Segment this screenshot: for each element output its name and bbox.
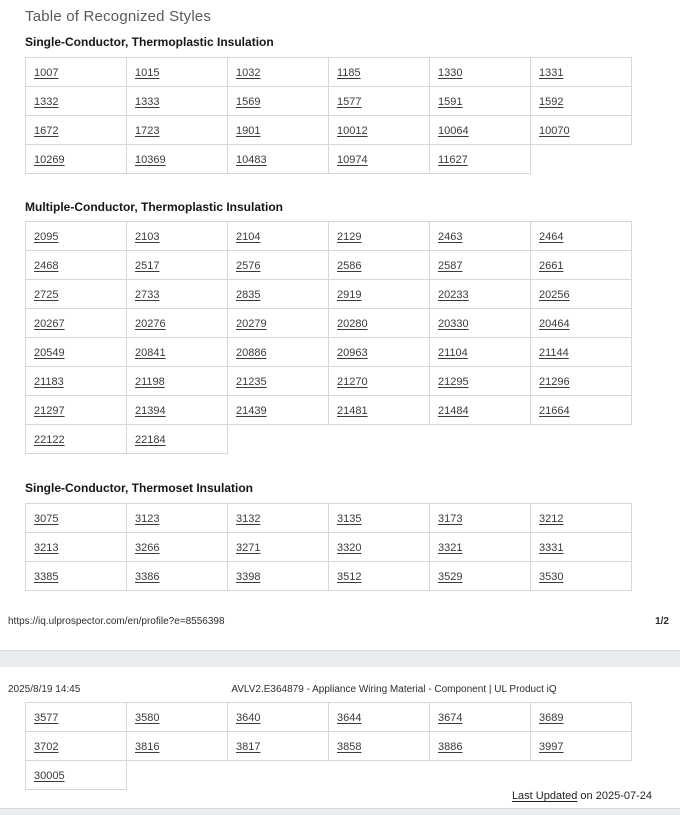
style-number-link[interactable]: 3398 [236, 571, 261, 583]
table-row [26, 703, 632, 732]
style-number-link[interactable]: 3640 [236, 712, 261, 724]
style-cell [26, 338, 127, 367]
style-number-link[interactable]: 2576 [236, 260, 261, 272]
style-number-link[interactable]: 2835 [236, 289, 261, 301]
style-number-link[interactable]: 3212 [539, 513, 564, 525]
style-number-link[interactable]: 2661 [539, 260, 564, 272]
style-number-link[interactable]: 10369 [135, 154, 166, 166]
style-cell [430, 703, 531, 732]
style-number-link[interactable]: 1333 [135, 96, 160, 108]
style-number-link[interactable]: 21295 [438, 376, 469, 388]
style-cell [228, 222, 329, 251]
style-number-link[interactable]: 22122 [34, 434, 65, 446]
style-cell [531, 703, 632, 732]
style-cell [430, 338, 531, 367]
style-number-link[interactable]: 3331 [539, 542, 564, 554]
style-cell [329, 732, 430, 761]
style-number-link[interactable]: 20841 [135, 347, 166, 359]
style-cell [127, 87, 228, 116]
style-number-link[interactable]: 3674 [438, 712, 463, 724]
style-number-link[interactable]: 2129 [337, 231, 362, 243]
style-cell [26, 58, 127, 87]
page-title: Table of Recognized Styles [25, 8, 212, 25]
style-cell [531, 116, 632, 145]
bottom-page-break-divider [0, 808, 680, 815]
style-cell [127, 338, 228, 367]
style-number-link[interactable]: 1577 [337, 96, 362, 108]
style-cell [26, 87, 127, 116]
style-cell [430, 251, 531, 280]
table-row [26, 338, 632, 367]
style-cell [329, 533, 430, 562]
style-cell [430, 562, 531, 591]
style-number-link[interactable]: 3580 [135, 712, 160, 724]
style-number-link[interactable]: 3817 [236, 741, 261, 753]
style-number-link[interactable]: 3385 [34, 571, 59, 583]
last-updated-date: on 2025-07-24 [577, 790, 652, 802]
style-cell [430, 396, 531, 425]
style-number-link[interactable]: 21296 [539, 376, 570, 388]
style-number-link[interactable]: 10064 [438, 125, 469, 137]
style-number-link[interactable]: 3321 [438, 542, 463, 554]
style-number-link[interactable]: 1591 [438, 96, 463, 108]
style-cell [228, 504, 329, 533]
section-heading-single-conductor-thermoplastic: Single-Conductor, Thermoplastic Insulation [25, 35, 274, 49]
print-footer-url: https://iq.ulprospector.com/en/profile?e=8556398 [8, 616, 225, 627]
last-updated-link[interactable]: Last Updated [511, 790, 578, 802]
style-cell [228, 703, 329, 732]
style-number-link[interactable]: 2586 [337, 260, 362, 272]
style-cell [127, 116, 228, 145]
style-cell [531, 87, 632, 116]
style-cell [430, 533, 531, 562]
section-heading-multiple-conductor-thermoplastic: Multiple-Conductor, Thermoplastic Insulation [25, 200, 284, 214]
style-cell [228, 87, 329, 116]
style-cell [127, 732, 228, 761]
table-row [26, 504, 632, 533]
style-number-link[interactable]: 3689 [539, 712, 564, 724]
style-cell [430, 280, 531, 309]
style-number-link[interactable]: 3173 [438, 513, 463, 525]
style-number-link[interactable]: 3266 [135, 542, 160, 554]
style-cell [127, 280, 228, 309]
style-cell [430, 504, 531, 533]
style-cell [127, 425, 228, 454]
style-number-link[interactable]: 21439 [236, 405, 267, 417]
style-cell [26, 145, 127, 174]
style-cell [228, 251, 329, 280]
style-cell [430, 367, 531, 396]
style-number-link[interactable]: 21270 [337, 376, 368, 388]
style-number-link[interactable]: 2095 [34, 231, 59, 243]
style-cell [531, 396, 632, 425]
style-cell [329, 116, 430, 145]
style-cell [329, 396, 430, 425]
style-number-link[interactable]: 21235 [236, 376, 267, 388]
style-cell [531, 338, 632, 367]
style-number-link[interactable]: 1015 [135, 67, 160, 79]
style-cell [26, 761, 127, 790]
styles-table-single-conductor-thermoset [25, 503, 632, 591]
style-cell [329, 703, 430, 732]
style-cell [127, 222, 228, 251]
style-cell [228, 58, 329, 87]
style-cell [127, 251, 228, 280]
table-row [26, 562, 632, 591]
style-cell [430, 309, 531, 338]
style-cell [430, 732, 531, 761]
style-number-link[interactable]: 3886 [438, 741, 463, 753]
style-cell [329, 338, 430, 367]
style-cell [228, 367, 329, 396]
style-cell [531, 309, 632, 338]
style-cell [329, 367, 430, 396]
style-cell [127, 58, 228, 87]
style-number-link[interactable]: 10269 [34, 154, 65, 166]
style-cell [26, 703, 127, 732]
style-cell [26, 251, 127, 280]
style-number-link[interactable]: 3135 [337, 513, 362, 525]
style-number-link[interactable]: 1331 [539, 67, 564, 79]
style-cell [531, 251, 632, 280]
style-number-link[interactable]: 30005 [34, 770, 65, 782]
style-number-link[interactable]: 3644 [337, 712, 362, 724]
style-cell [228, 280, 329, 309]
style-number-link[interactable]: 1723 [135, 125, 160, 137]
style-number-link[interactable]: 2463 [438, 231, 463, 243]
style-cell [26, 396, 127, 425]
style-cell [26, 222, 127, 251]
style-cell [329, 251, 430, 280]
style-cell [531, 280, 632, 309]
style-cell [26, 732, 127, 761]
style-cell [26, 367, 127, 396]
style-number-link[interactable]: 21297 [34, 405, 65, 417]
style-cell [430, 87, 531, 116]
style-number-link[interactable]: 20886 [236, 347, 267, 359]
style-number-link[interactable]: 21183 [34, 376, 64, 388]
style-cell [26, 562, 127, 591]
style-cell [329, 504, 430, 533]
style-number-link[interactable]: 21394 [135, 405, 166, 417]
style-number-link[interactable]: 20280 [337, 318, 368, 330]
style-number-link[interactable]: 2725 [34, 289, 59, 301]
styles-table-multiple-conductor-thermoplastic [25, 221, 632, 454]
style-number-link[interactable]: 2104 [236, 231, 261, 243]
style-number-link[interactable]: 21144 [539, 347, 569, 359]
style-number-link[interactable]: 2468 [34, 260, 59, 272]
style-cell [430, 222, 531, 251]
style-cell [26, 504, 127, 533]
style-number-link[interactable]: 21198 [135, 376, 165, 388]
style-number-link[interactable]: 1185 [337, 67, 361, 79]
style-cell [430, 145, 531, 174]
style-number-link[interactable]: 20464 [539, 318, 570, 330]
style-number-link[interactable]: 2919 [337, 289, 362, 301]
style-cell [26, 309, 127, 338]
style-number-link[interactable]: 3702 [34, 741, 59, 753]
style-number-link[interactable]: 10070 [539, 125, 570, 137]
style-cell [228, 116, 329, 145]
print-header-title: AVLV2.E364879 - Appliance Wiring Material - Component | UL Product iQ [231, 684, 557, 695]
style-cell [26, 533, 127, 562]
style-number-link[interactable]: 2587 [438, 260, 463, 272]
table-row [26, 732, 632, 761]
styles-table-single-conductor-thermoplastic [25, 57, 632, 174]
style-number-link[interactable]: 2517 [135, 260, 160, 272]
table-row [26, 116, 632, 145]
table-row [26, 280, 632, 309]
style-number-link[interactable]: 10974 [337, 154, 368, 166]
style-number-link[interactable]: 3271 [236, 542, 261, 554]
style-number-link[interactable]: 1592 [539, 96, 564, 108]
style-number-link[interactable]: 11627 [438, 154, 468, 166]
style-cell [531, 562, 632, 591]
last-updated-line [512, 790, 652, 802]
style-cell [127, 309, 228, 338]
style-cell [228, 396, 329, 425]
style-number-link[interactable]: 1007 [34, 67, 59, 79]
style-cell [127, 396, 228, 425]
table-row [26, 396, 632, 425]
style-cell [329, 309, 430, 338]
style-cell [531, 504, 632, 533]
style-cell [329, 222, 430, 251]
style-number-link[interactable]: 20276 [135, 318, 166, 330]
style-number-link[interactable]: 3512 [337, 571, 362, 583]
print-footer-page-indicator: 1/2 [655, 616, 669, 627]
style-number-link[interactable]: 3320 [337, 542, 362, 554]
style-cell [26, 280, 127, 309]
style-number-link[interactable]: 21104 [438, 347, 468, 359]
style-number-link[interactable]: 21481 [337, 405, 368, 417]
table-row [26, 145, 632, 174]
style-number-link[interactable]: 21484 [438, 405, 469, 417]
table-row [26, 251, 632, 280]
section-heading-single-conductor-thermoset: Single-Conductor, Thermoset Insulation [25, 481, 254, 495]
table-row [26, 87, 632, 116]
style-cell [127, 703, 228, 732]
style-number-link[interactable]: 3529 [438, 571, 463, 583]
style-number-link[interactable]: 3997 [539, 741, 564, 753]
style-cell [228, 309, 329, 338]
style-number-link[interactable]: 1901 [236, 125, 261, 137]
style-cell [329, 562, 430, 591]
style-number-link[interactable]: 3858 [337, 741, 362, 753]
style-number-link[interactable]: 3075 [34, 513, 59, 525]
style-cell [26, 116, 127, 145]
style-cell [127, 504, 228, 533]
style-cell [329, 145, 430, 174]
style-number-link[interactable]: 3816 [135, 741, 160, 753]
style-number-link[interactable]: 22184 [135, 434, 166, 446]
print-header-datetime: 2025/8/19 14:45 [8, 684, 81, 695]
style-cell [228, 732, 329, 761]
style-number-link[interactable]: 2733 [135, 289, 160, 301]
style-cell [430, 116, 531, 145]
style-cell [127, 145, 228, 174]
table-row [26, 222, 632, 251]
style-number-link[interactable]: 1569 [236, 96, 261, 108]
style-number-link[interactable]: 20267 [34, 318, 65, 330]
table-row [26, 309, 632, 338]
style-number-link[interactable]: 3213 [34, 542, 59, 554]
page-break-divider [0, 650, 680, 667]
style-number-link[interactable]: 10012 [337, 125, 368, 137]
style-cell [228, 145, 329, 174]
style-number-link[interactable]: 3577 [34, 712, 59, 724]
style-cell [531, 367, 632, 396]
style-number-link[interactable]: 21664 [539, 405, 570, 417]
style-cell [430, 58, 531, 87]
style-cell [531, 732, 632, 761]
style-number-link[interactable]: 1672 [34, 125, 59, 137]
style-number-link[interactable]: 1330 [438, 67, 463, 79]
style-number-link[interactable]: 20963 [337, 347, 368, 359]
style-number-link[interactable]: 20256 [539, 289, 570, 301]
table-row [26, 58, 632, 87]
style-number-link[interactable]: 3132 [236, 513, 261, 525]
style-cell [127, 562, 228, 591]
style-number-link[interactable]: 3386 [135, 571, 160, 583]
style-number-link[interactable]: 3530 [539, 571, 564, 583]
style-cell [26, 425, 127, 454]
style-cell [531, 58, 632, 87]
style-number-link[interactable]: 1332 [34, 96, 59, 108]
style-number-link[interactable]: 10483 [236, 154, 267, 166]
style-cell [127, 533, 228, 562]
style-number-link[interactable]: 20233 [438, 289, 469, 301]
table-row [26, 425, 632, 454]
style-cell [531, 222, 632, 251]
style-number-link[interactable]: 2103 [135, 231, 160, 243]
style-number-link[interactable]: 20279 [236, 318, 267, 330]
style-cell [228, 338, 329, 367]
style-number-link[interactable]: 1032 [236, 67, 261, 79]
style-cell [127, 367, 228, 396]
style-number-link[interactable]: 3123 [135, 513, 160, 525]
style-cell [329, 58, 430, 87]
table-row [26, 761, 632, 790]
table-row [26, 533, 632, 562]
style-cell [228, 562, 329, 591]
table-row [26, 367, 632, 396]
style-number-link[interactable]: 20549 [34, 347, 65, 359]
style-number-link[interactable]: 2464 [539, 231, 564, 243]
styles-table-thermoset-continued [25, 702, 632, 790]
style-cell [329, 87, 430, 116]
style-cell [329, 280, 430, 309]
style-number-link[interactable]: 20330 [438, 318, 469, 330]
style-cell [228, 533, 329, 562]
style-cell [531, 533, 632, 562]
